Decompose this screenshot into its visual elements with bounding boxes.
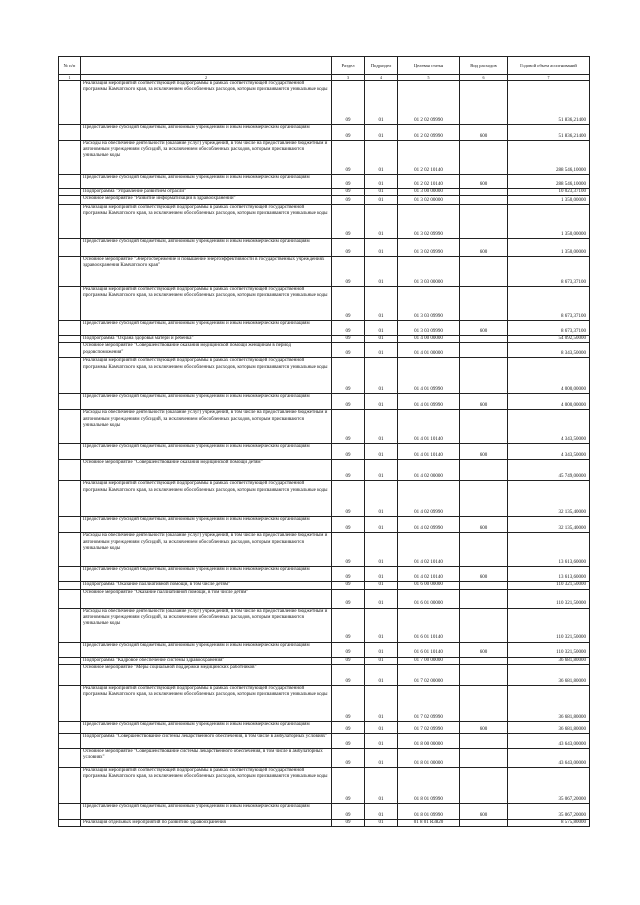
cell-name: Расходы на обеспечение деятельности (оказание услуг) учреждений, в том числе на предоставление бюджетным и автономным учреждениям субсидий, за исключением обособленных расходов, которым присваиваются уникальные коды [81, 141, 332, 175]
cell-art: 01 2 02 09990 [398, 81, 460, 125]
cell-sub: 01 [365, 819, 398, 826]
cell-amt: 32 135,40000 [508, 481, 590, 517]
cell-vr [460, 460, 508, 481]
cell-sub: 01 [365, 81, 398, 125]
cell-sec: 09 [332, 481, 365, 517]
header-subsection: Подраздел [365, 57, 398, 75]
cell-vr [460, 664, 508, 685]
cell-name: Предоставление субсидий бюджетным, автономным учреждениям и иным некоммерческим организациям [81, 567, 332, 582]
cell-vr: 600 [460, 567, 508, 582]
cell-no [59, 733, 81, 748]
cell-vr [460, 657, 508, 664]
cell-amt: 51 836,21400 [508, 125, 590, 141]
cell-no [59, 748, 81, 767]
cell-vr [460, 533, 508, 567]
cell-vr [460, 196, 508, 205]
cell-no [59, 657, 81, 664]
header-article: Целевая статья [398, 57, 460, 75]
table-row [59, 394, 590, 410]
cell-art: 01 4 01 09990 [398, 358, 460, 394]
cell-no [59, 81, 81, 125]
budget-table [58, 56, 590, 827]
cell-amt: 54 092,50000 [508, 336, 590, 343]
table-row [59, 608, 590, 642]
cell-sub: 01 [365, 481, 398, 517]
cell-sub: 01 [365, 748, 398, 767]
cell-amt: 288 546,10000 [508, 141, 590, 175]
cell-name: Реализация мероприятий соответствующей подпрограммы в рамках соответствующей государственной программы Камчатского края, за исключением обособленных расходов, которым присваиваются уникальные коды [81, 358, 332, 394]
table-row [59, 767, 590, 803]
cell-sec: 09 [332, 239, 365, 257]
cell-sub: 01 [365, 343, 398, 358]
cell-sec: 09 [332, 358, 365, 394]
cell-no [59, 343, 81, 358]
cell-sub: 01 [365, 257, 398, 287]
cell-no [59, 125, 81, 141]
cell-vr [460, 287, 508, 321]
cell-vr [460, 358, 508, 394]
cell-sec: 09 [332, 685, 365, 721]
table-row [59, 81, 590, 125]
cell-name: Расходы на обеспечение деятельности (оказание услуг) учреждений, в том числе на предоставление бюджетным и автономным учреждениям субсидий, за исключением обособленных расходов, которым присваиваются уникальные коды [81, 533, 332, 567]
cell-name: Предоставление субсидий бюджетным, автономным учреждениям и иным некоммерческим организациям [81, 239, 332, 257]
cell-amt: 35 067,20000 [508, 803, 590, 819]
cell-art: 01 8 01 09990 [398, 803, 460, 819]
cell-vr: 600 [460, 175, 508, 189]
table-row [59, 189, 590, 196]
cell-sub: 01 [365, 336, 398, 343]
table-row [59, 589, 590, 608]
cell-name: Основное мероприятие "Энергосбережение и повышение энергоэффективности в государственных учреждениях здравоохранения Камчатского края" [81, 257, 332, 287]
cell-vr [460, 343, 508, 358]
cell-amt: 110 321,50000 [508, 589, 590, 608]
cell-sec: 09 [332, 733, 365, 748]
cell-amt: 10 023,37100 [508, 189, 590, 196]
cell-name: Расходы на обеспечение деятельности (оказание услуг) учреждений, в том числе на предоставление бюджетным и автономным учреждениям субсидий, за исключением обособленных расходов, которым присваиваются уникальные коды [81, 410, 332, 444]
cell-vr [460, 819, 508, 826]
table-row [59, 642, 590, 657]
cell-sub: 01 [365, 685, 398, 721]
cell-sec: 09 [332, 567, 365, 582]
cell-art: 01 4 02 10140 [398, 567, 460, 582]
cell-sub: 01 [365, 358, 398, 394]
cell-vr [460, 336, 508, 343]
cell-sub: 01 [365, 517, 398, 533]
cell-no [59, 533, 81, 567]
cell-name: Предоставление субсидий бюджетным, автономным учреждениям и иным некоммерческим организациям [81, 175, 332, 189]
cell-name: Предоставление субсидий бюджетным, автономным учреждениям и иным некоммерческим организациям [81, 321, 332, 336]
table-row [59, 239, 590, 257]
cell-amt: 4 343,50000 [508, 410, 590, 444]
column-number: 2 [81, 75, 332, 81]
cell-no [59, 582, 81, 589]
cell-sub: 01 [365, 721, 398, 733]
cell-no [59, 141, 81, 175]
cell-amt: 45 749,00000 [508, 460, 590, 481]
cell-sec: 09 [332, 748, 365, 767]
cell-no [59, 819, 81, 826]
cell-name: Реализация мероприятий соответствующей подпрограммы в рамках соответствующей государственной программы Камчатского края, за исключением обособленных расходов, которым присваиваются уникальные коды [81, 481, 332, 517]
cell-vr: 600 [460, 444, 508, 460]
cell-amt: 110 321,50000 [508, 582, 590, 589]
cell-name: Подпрограмма "Охрана здоровья матери и ребенка" [81, 336, 332, 343]
table-row [59, 657, 590, 664]
cell-art: 01 7 02 09990 [398, 685, 460, 721]
cell-no [59, 567, 81, 582]
cell-amt: 36 681,80000 [508, 721, 590, 733]
cell-no [59, 481, 81, 517]
cell-vr [460, 205, 508, 239]
cell-sub: 01 [365, 141, 398, 175]
cell-art: 01 8 01 R3820 [398, 819, 460, 826]
cell-no [59, 358, 81, 394]
cell-sec: 09 [332, 517, 365, 533]
cell-art: 01 4 02 00000 [398, 460, 460, 481]
cell-sec: 09 [332, 394, 365, 410]
header-amount: Годовой объем ассигнований [508, 57, 590, 75]
cell-sec: 09 [332, 196, 365, 205]
cell-sec: 09 [332, 582, 365, 589]
cell-sec: 09 [332, 608, 365, 642]
cell-art: 01 4 02 09990 [398, 517, 460, 533]
cell-vr: 600 [460, 321, 508, 336]
cell-name: Предоставление субсидий бюджетным, автономным учреждениям и иным некоммерческим организациям [81, 517, 332, 533]
column-number: 1 [59, 75, 81, 81]
cell-art: 01 3 03 09990 [398, 287, 460, 321]
table-row [59, 196, 590, 205]
cell-sec: 09 [332, 81, 365, 125]
cell-no [59, 664, 81, 685]
cell-vr: 600 [460, 394, 508, 410]
cell-amt: 36 681,80000 [508, 685, 590, 721]
column-number: 4 [365, 75, 398, 81]
cell-amt: 1 350,00000 [508, 196, 590, 205]
cell-art: 01 2 02 10140 [398, 175, 460, 189]
budget-document [58, 56, 589, 827]
cell-no [59, 589, 81, 608]
cell-vr: 600 [460, 239, 508, 257]
cell-sec: 09 [332, 533, 365, 567]
table-row [59, 664, 590, 685]
table-row [59, 336, 590, 343]
cell-amt: 8 343,50000 [508, 343, 590, 358]
cell-sub: 01 [365, 608, 398, 642]
cell-sec: 09 [332, 410, 365, 444]
table-row [59, 257, 590, 287]
table-row [59, 533, 590, 567]
cell-art: 01 4 02 10140 [398, 533, 460, 567]
cell-no [59, 336, 81, 343]
cell-amt: 4 000,00000 [508, 358, 590, 394]
cell-vr [460, 481, 508, 517]
table-row [59, 410, 590, 444]
cell-sub: 01 [365, 125, 398, 141]
cell-art: 01 6 01 10140 [398, 642, 460, 657]
cell-sub: 01 [365, 803, 398, 819]
table-row [59, 567, 590, 582]
table-header-row [59, 57, 590, 75]
cell-vr [460, 189, 508, 196]
cell-art: 01 4 00 00000 [398, 336, 460, 343]
cell-sec: 09 [332, 287, 365, 321]
cell-no [59, 767, 81, 803]
cell-sec: 09 [332, 589, 365, 608]
cell-sec: 09 [332, 257, 365, 287]
cell-name: Реализация отдельных мероприятий по развитию здравоохранения [81, 819, 332, 826]
table-row [59, 141, 590, 175]
cell-no [59, 239, 81, 257]
cell-no [59, 394, 81, 410]
cell-name: Расходы на обеспечение деятельности (оказание услуг) учреждений, в том числе на предоставление бюджетным и автономным учреждениям субсидий, за исключением обособленных расходов, которым присваиваются уникальные коды [81, 608, 332, 642]
cell-sec: 09 [332, 721, 365, 733]
cell-art: 01 6 01 00000 [398, 589, 460, 608]
cell-sec: 09 [332, 803, 365, 819]
cell-amt: 43 643,00000 [508, 733, 590, 748]
cell-name: Основное мероприятие "Совершенствование оказания медицинской помощи женщинам в период родовспоможения" [81, 343, 332, 358]
table-row [59, 819, 590, 826]
cell-amt: 8 673,37100 [508, 287, 590, 321]
cell-name: Реализация мероприятий соответствующей подпрограммы в рамках соответствующей государственной программы Камчатского края, за исключением обособленных расходов, которым присваиваются уникальные коды [81, 81, 332, 125]
cell-art: 01 6 00 00000 [398, 582, 460, 589]
table-row [59, 444, 590, 460]
cell-amt: 13 613,60000 [508, 533, 590, 567]
cell-amt: 4 000,00000 [508, 394, 590, 410]
cell-art: 01 7 00 00000 [398, 657, 460, 664]
cell-no [59, 410, 81, 444]
header-expense-type: Вид расходов [460, 57, 508, 75]
cell-no [59, 205, 81, 239]
table-row [59, 343, 590, 358]
cell-sub: 01 [365, 394, 398, 410]
cell-no [59, 608, 81, 642]
cell-no [59, 803, 81, 819]
cell-sec: 09 [332, 125, 365, 141]
cell-sub: 01 [365, 321, 398, 336]
cell-sub: 01 [365, 205, 398, 239]
cell-name: Основное мероприятие "Совершенствование оказания медицинской помощи детям" [81, 460, 332, 481]
cell-no [59, 321, 81, 336]
cell-no [59, 685, 81, 721]
cell-name: Предоставление субсидий бюджетным, автономным учреждениям и иным некоммерческим организациям [81, 125, 332, 141]
cell-vr [460, 608, 508, 642]
cell-sec: 09 [332, 321, 365, 336]
cell-amt: 8 673,37100 [508, 321, 590, 336]
table-row [59, 748, 590, 767]
cell-no [59, 460, 81, 481]
cell-vr: 600 [460, 125, 508, 141]
table-row [59, 685, 590, 721]
cell-art: 01 3 02 00000 [398, 196, 460, 205]
cell-art: 01 3 03 09990 [398, 321, 460, 336]
table-row [59, 321, 590, 336]
cell-amt: 13 613,60000 [508, 567, 590, 582]
cell-name: Реализация мероприятий соответствующей подпрограммы в рамках соответствующей государственной программы Камчатского края, за исключением обособленных расходов, которым присваиваются уникальные коды [81, 767, 332, 803]
cell-sec: 09 [332, 205, 365, 239]
cell-vr: 600 [460, 517, 508, 533]
cell-no [59, 287, 81, 321]
cell-amt: 35 067,20000 [508, 767, 590, 803]
cell-vr [460, 410, 508, 444]
cell-vr [460, 257, 508, 287]
table-row [59, 517, 590, 533]
cell-vr: 600 [460, 642, 508, 657]
cell-art: 01 3 03 00000 [398, 257, 460, 287]
cell-art: 01 4 01 10140 [398, 410, 460, 444]
cell-amt: 110 321,50000 [508, 608, 590, 642]
cell-amt: 1 350,00000 [508, 205, 590, 239]
cell-sub: 01 [365, 410, 398, 444]
header-no: № п/п [59, 57, 81, 75]
table-row [59, 582, 590, 589]
cell-no [59, 517, 81, 533]
cell-vr [460, 748, 508, 767]
cell-amt: 51 836,21400 [508, 81, 590, 125]
cell-name: Реализация мероприятий соответствующей подпрограммы в рамках соответствующей государственной программы Камчатского края, за исключением обособленных расходов, которым присваиваются уникальные коды [81, 685, 332, 721]
cell-no [59, 196, 81, 205]
table-row [59, 125, 590, 141]
cell-art: 01 4 01 10140 [398, 444, 460, 460]
cell-amt: 8 575,80000 [508, 819, 590, 826]
cell-amt: 110 321,50000 [508, 642, 590, 657]
cell-vr: 600 [460, 803, 508, 819]
cell-amt: 4 343,50000 [508, 444, 590, 460]
cell-sec: 09 [332, 642, 365, 657]
cell-name: Подпрограмма "Совершенствование системы лекарственного обеспечения, в том числе в амбулаторных условиях" [81, 733, 332, 748]
cell-name: Предоставление субсидий бюджетным, автономным учреждениям и иным некоммерческим организациям [81, 444, 332, 460]
column-number: 3 [332, 75, 365, 81]
table-row [59, 358, 590, 394]
cell-sub: 01 [365, 533, 398, 567]
cell-sub: 01 [365, 567, 398, 582]
cell-sec: 09 [332, 444, 365, 460]
table-row [59, 481, 590, 517]
cell-name: Основное мероприятие "Меры социальной поддержки медицинских работников" [81, 664, 332, 685]
cell-art: 01 4 01 09990 [398, 394, 460, 410]
cell-art: 01 7 02 00000 [398, 664, 460, 685]
cell-art: 01 7 02 09990 [398, 721, 460, 733]
cell-amt: 288 546,10000 [508, 175, 590, 189]
cell-amt: 32 135,40000 [508, 517, 590, 533]
cell-no [59, 642, 81, 657]
cell-sub: 01 [365, 642, 398, 657]
table-row [59, 205, 590, 239]
cell-art: 01 3 02 09990 [398, 239, 460, 257]
cell-no [59, 721, 81, 733]
table-body [59, 81, 590, 827]
cell-sub: 01 [365, 287, 398, 321]
table-row [59, 460, 590, 481]
cell-art: 01 8 01 00000 [398, 748, 460, 767]
column-number: 7 [508, 75, 590, 81]
cell-amt: 8 673,37100 [508, 257, 590, 287]
cell-name: Основное мероприятие "Развитие информатизации в здравоохранении" [81, 196, 332, 205]
header-section: Раздел [332, 57, 365, 75]
cell-sec: 09 [332, 460, 365, 481]
cell-no [59, 444, 81, 460]
cell-name: Основное мероприятие "Совершенствование системы лекарственного обеспечения, в том числе в амбулаторных условиях" [81, 748, 332, 767]
cell-name: Предоставление субсидий бюджетным, автономным учреждениям и иным некоммерческим организациям [81, 394, 332, 410]
cell-amt: 36 681,80000 [508, 657, 590, 664]
cell-name: Подпрограмма "Управление развитием отрасли" [81, 189, 332, 196]
cell-amt: 36 681,80000 [508, 664, 590, 685]
cell-vr [460, 582, 508, 589]
cell-sec: 09 [332, 189, 365, 196]
cell-name: Предоставление субсидий бюджетным, автономным учреждениям и иным некоммерческим организациям [81, 803, 332, 819]
cell-sub: 01 [365, 733, 398, 748]
cell-sec: 09 [332, 664, 365, 685]
cell-vr [460, 81, 508, 125]
cell-art: 01 8 01 09990 [398, 767, 460, 803]
cell-sub: 01 [365, 589, 398, 608]
header-name [81, 57, 332, 75]
cell-sub: 01 [365, 664, 398, 685]
cell-sub: 01 [365, 175, 398, 189]
cell-sub: 01 [365, 239, 398, 257]
cell-sub: 01 [365, 767, 398, 803]
cell-sub: 01 [365, 582, 398, 589]
column-number: 6 [460, 75, 508, 81]
cell-sec: 09 [332, 175, 365, 189]
cell-art: 01 3 00 00000 [398, 189, 460, 196]
cell-name: Подпрограмма "Кадровое обеспечение системы здравоохранения" [81, 657, 332, 664]
cell-art: 01 2 02 09990 [398, 125, 460, 141]
cell-art: 01 6 01 10140 [398, 608, 460, 642]
cell-art: 01 8 00 00000 [398, 733, 460, 748]
cell-art: 01 4 02 09990 [398, 481, 460, 517]
cell-sub: 01 [365, 189, 398, 196]
cell-sec: 09 [332, 336, 365, 343]
cell-art: 01 3 02 09990 [398, 205, 460, 239]
table-row [59, 175, 590, 189]
cell-name: Основное мероприятие "Оказание паллиативной помощи, в том числе детям" [81, 589, 332, 608]
table-row [59, 287, 590, 321]
cell-sub: 01 [365, 196, 398, 205]
cell-vr [460, 589, 508, 608]
cell-name: Реализация мероприятий соответствующей подпрограммы в рамках соответствующей государственной программы Камчатского края, за исключением обособленных расходов, которым присваиваются уникальные коды [81, 205, 332, 239]
cell-vr [460, 141, 508, 175]
cell-sub: 01 [365, 460, 398, 481]
cell-name: Подпрограмма "Оказание паллиативной помощи, в том числе детям" [81, 582, 332, 589]
table-row [59, 721, 590, 733]
cell-art: 01 4 01 00000 [398, 343, 460, 358]
cell-amt: 43 643,00000 [508, 748, 590, 767]
cell-sec: 09 [332, 819, 365, 826]
column-number: 5 [398, 75, 460, 81]
cell-name: Реализация мероприятий соответствующей подпрограммы в рамках соответствующей государственной программы Камчатского края, за исключением обособленных расходов, которым присваиваются уникальные коды [81, 287, 332, 321]
cell-no [59, 257, 81, 287]
cell-no [59, 175, 81, 189]
cell-sub: 01 [365, 444, 398, 460]
cell-sec: 09 [332, 657, 365, 664]
cell-sec: 09 [332, 141, 365, 175]
cell-vr [460, 685, 508, 721]
cell-no [59, 189, 81, 196]
cell-vr: 600 [460, 721, 508, 733]
cell-amt: 1 350,00000 [508, 239, 590, 257]
cell-name: Предоставление субсидий бюджетным, автономным учреждениям и иным некоммерческим организациям [81, 721, 332, 733]
cell-vr [460, 733, 508, 748]
table-row [59, 733, 590, 748]
cell-sec: 09 [332, 343, 365, 358]
cell-vr [460, 767, 508, 803]
table-row [59, 803, 590, 819]
cell-art: 01 2 02 10140 [398, 141, 460, 175]
cell-sub: 01 [365, 657, 398, 664]
cell-sec: 09 [332, 767, 365, 803]
cell-name: Предоставление субсидий бюджетным, автономным учреждениям и иным некоммерческим организациям [81, 642, 332, 657]
